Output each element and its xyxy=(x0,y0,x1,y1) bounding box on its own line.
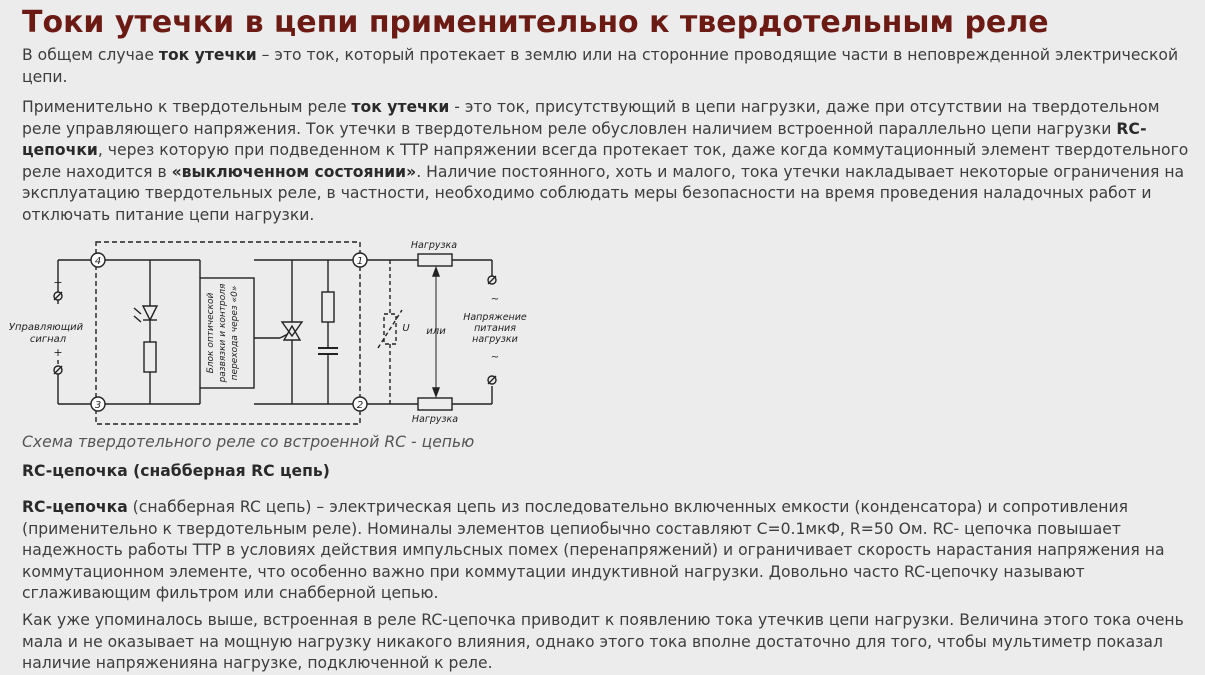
led-icon xyxy=(143,306,157,320)
triac-icon xyxy=(282,322,302,336)
pin-1-label: 1 xyxy=(356,256,364,267)
supply-label: Напряжение xyxy=(463,312,527,323)
plus-sign: + xyxy=(53,346,63,359)
block-label: Блок оптической xyxy=(206,292,216,374)
load-label-bottom: Нагрузка xyxy=(411,414,459,425)
control-label: Управляющий xyxy=(8,322,84,333)
text-run: – это ток, который протекает в землю или на сторонние проводящие части в неповрежденной электрической цепи. xyxy=(22,46,1179,86)
relay-housing-outline xyxy=(96,242,360,424)
led-ray xyxy=(134,316,141,322)
supply-label: питания xyxy=(474,323,516,334)
resistor-icon xyxy=(144,342,156,372)
text-run: , через которую при подведенном к ТТР напряжении всегда протекает ток, даже когда коммутационный элемент твердотельного реле находится в xyxy=(22,141,1189,181)
tilde: ~ xyxy=(490,352,500,363)
block-label: развязки и контроля xyxy=(218,283,228,383)
led-ray xyxy=(134,308,141,314)
pin-4-label: 4 xyxy=(94,256,102,267)
page-title: Токи утечки в цепи применительно к твердотельным реле xyxy=(22,5,1049,40)
bold-term: ток утечки xyxy=(351,98,450,116)
tilde: ~ xyxy=(490,294,500,305)
block-label: перехода через «0» xyxy=(230,285,240,381)
control-label: сигнал xyxy=(29,334,67,345)
pin-2-label: 2 xyxy=(356,400,364,411)
conclusion-paragraph xyxy=(22,610,1197,675)
ssr-circuit-diagram xyxy=(8,230,542,430)
figure-caption: Схема твердотельного реле со встроенной RC - цепью xyxy=(22,433,475,451)
varistor-label: U xyxy=(402,323,410,334)
text-run: Применительно к твердотельным реле xyxy=(22,98,352,116)
pin-3-label: 3 xyxy=(94,400,102,411)
varistor-slash xyxy=(378,310,402,348)
snubber-resistor-icon xyxy=(322,292,334,322)
text-run: Как уже упоминалось выше, встроенная в реле RC-цепочка приводит к появлению тока утечкив цепи нагрузки. Величина этого тока очень мала и не оказывает на мощную нагрузку никакого влияния, однако этого тока вполне достаточно для того, чтобы мультиметр показал наличие напряженияна нагрузке, подключенной к реле. xyxy=(22,611,1184,673)
arrow-head-icon xyxy=(433,268,439,276)
bold-term: ток утечки xyxy=(158,46,257,64)
load-resistor-icon xyxy=(418,254,452,266)
section-subheading: RC-цепочка (снабберная RC цепь) xyxy=(22,462,330,480)
text-run: - это ток, присутствующий в цепи нагрузки, даже при отсутствии на твердотельном реле управляющего напряжения. Ток утечки в твердотельном реле обусловлен наличием встроенной параллельно цепи нагрузки xyxy=(22,98,1160,138)
intro-paragraph xyxy=(22,45,1197,88)
supply-label: нагрузки xyxy=(472,334,518,345)
load-resistor-icon xyxy=(418,398,452,410)
text-run: (снабберная RC цепь) – электрическая цепь из последовательно включенных емкости (конденсатора) и сопротивления (применительно к твердотельным реле). Номиналы элементов цепиобычно составляют C=0.1мкФ, R=50 Ом. RC- цепочка повышает надежность работы ТТР в условиях действия импульсных помех (перенапряжений) и ограничивает скорость нарастания напряжения на коммутационном элементе, что особенно важно при коммутации индуктивной нагрузки. Довольно часто RC-цепочку называют сглаживающим фильтром или снабберной цепью. xyxy=(22,498,1165,603)
bold-term: RC-цепочки xyxy=(22,119,1147,160)
text-run: В общем случае xyxy=(22,46,159,64)
leak-current-paragraph xyxy=(22,97,1197,227)
text-run: . Наличие постоянного, хоть и малого, тока утечки накладывает некоторые ограничения на эксплуатацию твердотельных реле, в частности, необходимо соблюдать меры безопасности на время проведения наладочных работ и отключать питание цепи нагрузки. xyxy=(22,162,1185,224)
rc-snubber-paragraph xyxy=(22,497,1197,605)
or-label: или xyxy=(426,326,446,337)
arrow-head-icon xyxy=(433,388,439,396)
load-label-top: Нагрузка xyxy=(410,240,458,251)
minus-sign: − xyxy=(53,276,63,289)
bold-term: «выключенном состоянии» xyxy=(171,162,417,181)
bold-term: RC-цепочка xyxy=(22,498,128,516)
